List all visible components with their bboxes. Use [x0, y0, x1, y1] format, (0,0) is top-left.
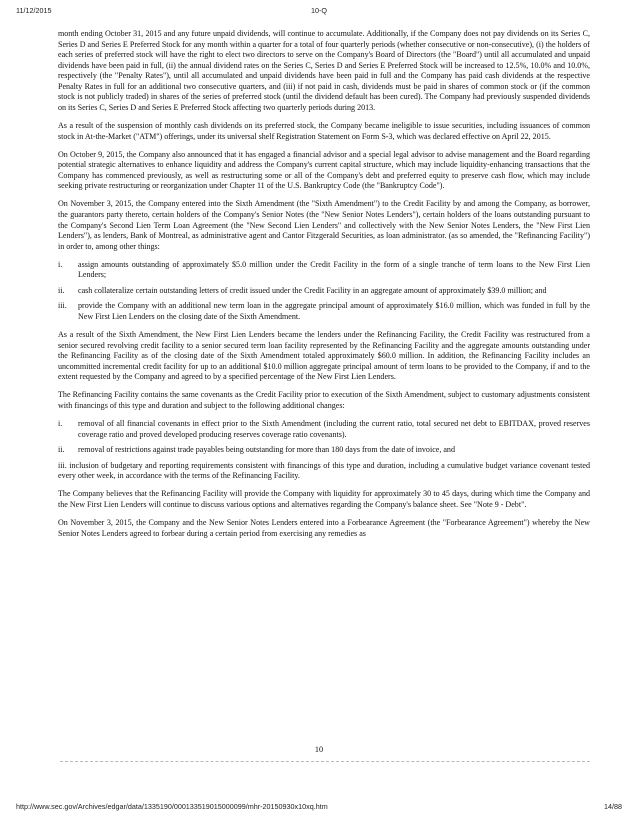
paragraph-refinancing-result: As a result of the Sixth Amendment, the New First Lien Lenders became the lenders under the Refinancing Facility, the Credit Facility was restructured from a senior secured revolving credit facility to a senior secured term loan facility represented by the Refinancing Facility and the aggregate amounts outstanding under the Refinancing Facility as of the closing date of the Sixth Amendment totaled approximately $60.0 million. In addition, the Refinancing Facility includes an uncommitted incremental credit facility for up to an additional $10.0 million aggregate principal amount of term loans to be provided to the Company, if and to the extent requested by the Company and agreed to by a specified percentage of the New First Lien Lenders.: [58, 330, 590, 382]
paragraph-liquidity: The Company believes that the Refinancing Facility will provide the Company with liquidity for approximately 30 to 45 days, during which time the Company and the New First Lien Lenders will continue to discuss various options and alternatives regarding the Company's balance sheet. See "Note 9 - Debt".: [58, 489, 590, 509]
paragraph-covenants: The Refinancing Facility contains the same covenants as the Credit Facility prior to execution of the Sixth Amendment, subject to customary adjustments consistent with financings of this type and duration and subject to the following additional changes:: [58, 390, 590, 410]
list-item: [58, 445, 590, 456]
paragraph-forbearance: On November 3, 2015, the Company and the New Senior Notes Lenders entered into a Forbearance Agreement (the "Forbearance Agreement") whereby the New Senior Notes Lenders agreed to forbear during a certain period from exercising any remedies as: [58, 518, 590, 538]
list-item-number: ii.: [58, 445, 65, 455]
document-form-type: 10-Q: [311, 6, 327, 15]
paragraph-atm-ineligibility: As a result of the suspension of monthly cash dividends on its preferred stock, the Company became ineligible to issue securities, including issuances of common stock in At-the-Market ("ATM") offerings, under its universal shelf Registration Statement on Form S-3, which was declared effective on April 22, 2015.: [58, 120, 590, 141]
list-item-text: inclusion of budgetary and reporting requirements consistent with financings of this type and duration, including a cumulative budget variance covenant tested every other week, in accordance with the terms of the Refinancing Facility.: [58, 460, 590, 481]
list-item-text: cash collateralize certain outstanding letters of credit issued under the Credit Facility in an aggregate amount of approximately $39.0 million; and: [78, 285, 547, 295]
paragraph-sixth-amendment: On November 3, 2015, the Company entered into the Sixth Amendment (the "Sixth Amendment") to the Credit Facility by and among the Company, as borrower, the guarantors party thereto, certain holders of the Company's Senior Notes (the "New Senior Notes Lenders"), certain holders of the loans outstanding pursuant to the Company's Second Lien Term Loan Agreement (the "New Second Lien Lenders" and collectively with the New Senior Notes Lenders, the "New First Lien Lenders"), as lenders, Bank of Montreal, as administrative agent and Cantor Fitzgerald Securities, as loan administrator. (as so amended, the "Refinancing Facility") in order to, among other things:: [58, 199, 590, 251]
list-item-number: iii.: [58, 301, 67, 311]
paragraph-strategic-advisors: On October 9, 2015, the Company also announced that it has engaged a financial advisor and a special legal advisor to advise management and the Board regarding potential strategic alternatives to enhance liquidity and address the Company's current capital structure, which may include liquidity-enhancing transactions that the Company has commenced previously, as well as restructuring some or all of the Company's debt and preferred equity to preserve cash flow, which may include seeking private restructuring or reorganization under Chapter 11 of the U.S. Bankruptcy Code (the "Bankruptcy Code").: [58, 149, 590, 191]
list-item: [58, 286, 590, 297]
covenant-changes-list: [58, 419, 590, 482]
paragraph-dividends: month ending October 31, 2015 and any future unpaid dividends, will continue to accumulate. Additionally, if the Company does not pay dividends on its Series C, Series D and Series E Preferred Stock for any month within a quarter for a total of four quarterly periods (whether consecutive or non-consecutive), (i) the holders of each series of preferred stock will have the right to elect two directors to serve on the Company's Board of Directors (the "Board") until all accumulated and unpaid dividends have been paid in full, (ii) the annual dividend rates on the Series C, Series D and Series E Preferred Stock will be increased to 12.5%, 10.0% and 10.0%, respectively (the "Penalty Rates"), until all accumulated and unpaid dividends have been paid in full and the Company has paid cash dividends at the respective Penalty Rates in full for an additional two consecutive quarters, and (iii) if not paid in cash, dividends must be paid in shares of common stock or (if the common stock is not publicly traded) in shares of the series of preferred stock (until the dividend default has been cured). The Company had previously suspended dividends on its Series C, Series D and Series E Preferred Stock affecting two quarterly periods during 2013.: [58, 29, 590, 112]
list-item: [58, 260, 590, 281]
list-item-text: removal of restrictions against trade payables being outstanding for more than 180 days from the date of invoice, and: [78, 445, 455, 455]
list-item-text: provide the Company with an additional new term loan in the aggregate principal amount of approximately $16.0 million, which was funded in full by the New First Lien Lenders on the closing date of the Sixth Amendment.: [78, 301, 590, 321]
list-item-number: i.: [58, 419, 63, 429]
list-item-number: ii.: [58, 285, 65, 295]
list-item-number: i.: [58, 259, 63, 269]
page-number: 10: [314, 745, 324, 754]
sixth-amendment-list: [58, 260, 590, 323]
page-divider: [60, 761, 590, 762]
source-url: http://www.sec.gov/Archives/edgar/data/1335190/000133519015000099/mhr-20150930x10xq.htm: [16, 802, 328, 811]
document-body: [58, 29, 590, 547]
browser-print-footer: [16, 802, 622, 811]
list-item-number: iii.: [58, 460, 67, 470]
print-page-count: 14/88: [604, 802, 622, 811]
print-date: 11/12/2015: [16, 6, 52, 15]
list-item-text: removal of all financial covenants in effect prior to the Sixth Amendment (including the current ratio, total secured net debt to EBITDAX, proved reserves coverage ratio and proved developed producing reserves coverage ratio covenants).: [78, 419, 590, 439]
list-item: [58, 301, 590, 322]
list-item-text: assign amounts outstanding of approximately $5.0 million under the Credit Facility in the form of a single tranche of term loans to the New First Lien Lenders;: [78, 259, 590, 280]
list-item: [58, 461, 590, 482]
list-item: [58, 419, 590, 440]
